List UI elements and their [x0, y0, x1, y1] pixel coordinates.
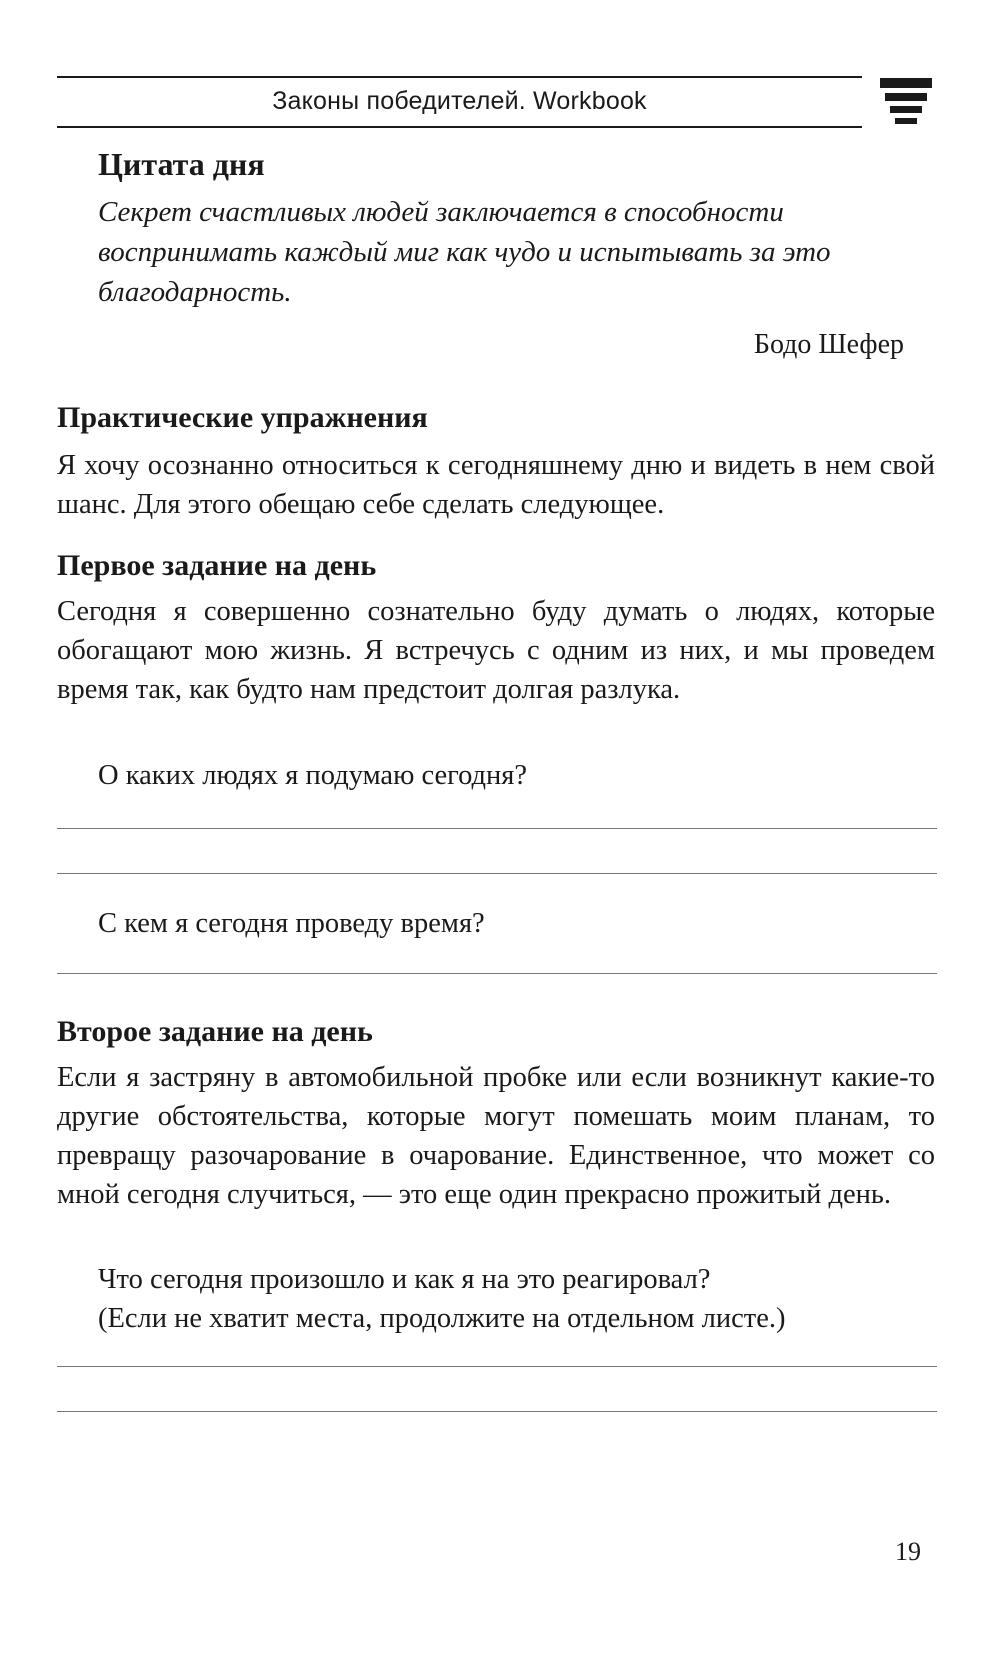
- quote-text: Секрет счастливых людей заключается в способности воспринимать каждый миг как чудо и испытывать за это благодарность.: [98, 196, 831, 308]
- quote-author: Бодо Шефер: [753, 329, 904, 360]
- task2-text: Если я застряну в автомобильной пробке или если возникнут какие-то другие обстоятельства, которые могут помешать моим планам, то превращу разочарование в очарование. Единственное, что может со мной сегодня случиться, — это еще один прекрасно прожитый день.: [57, 1062, 935, 1210]
- task2-question: [98, 1260, 938, 1338]
- quote-title: Цитата дня: [98, 146, 265, 182]
- practice-text: Я хочу осознанно относиться к сегодняшнему дню и видеть в нем свой шанс. Для этого обещаю себе сделать следующее.: [57, 450, 935, 520]
- task1-question-people: О каких людях я подумаю сегодня?: [98, 760, 528, 791]
- header-stack-icon: [880, 78, 932, 130]
- task2-heading: Второе задание на день: [57, 1015, 373, 1048]
- header-top-rule: [57, 76, 862, 78]
- task2-question-line1: Что сегодня произошло и как я на это реагировал?: [98, 1264, 711, 1295]
- task1-question-time: С кем я сегодня проведу время?: [98, 908, 485, 939]
- task1-text: Сегодня я совершенно сознательно буду думать о людях, которые обогащают мою жизнь. Я встречусь с одним из них, и мы проведем время так, как будто нам предстоит долгая разлука.: [57, 596, 935, 705]
- answer-line[interactable]: [57, 828, 937, 829]
- answer-line[interactable]: [57, 1411, 937, 1412]
- page-number: 19: [895, 1537, 921, 1566]
- header-bottom-rule: [57, 126, 862, 128]
- task1-heading: Первое задание на день: [57, 549, 377, 582]
- answer-line[interactable]: [57, 873, 937, 874]
- header-title: Законы победителей. Workbook: [272, 87, 647, 115]
- task2-question-line2: (Если не хватит места, продолжите на отдельном листе.): [98, 1303, 786, 1334]
- answer-line[interactable]: [57, 1366, 937, 1367]
- practice-heading: Практические упражнения: [57, 401, 428, 434]
- running-header: [57, 76, 862, 128]
- answer-line[interactable]: [57, 973, 937, 974]
